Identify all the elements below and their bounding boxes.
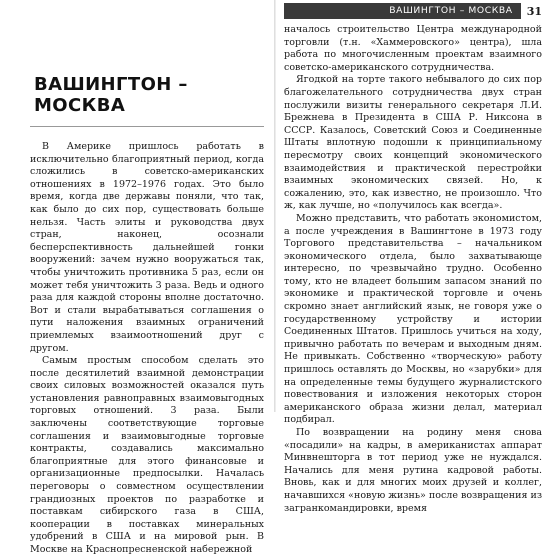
page-gutter (274, 0, 276, 412)
paragraph: началось строительство Центра международной торговли (т.н. «Хаммеровского» центра), шла работа по многочисленным проектам взаимного советско-американского сотрудничества. (284, 24, 542, 73)
page-number: 31 (526, 4, 542, 18)
paragraph: Ягодкой на торте такого небывалого до сих пор благожелательного сотрудничества двух стран послужили визиты генерального секретаря Л.И. Брежнева в Президента в США Р. Никсона в СССР. Казалось, Советский Союз и Соединенные Штаты вплотную подошли к принципиальному пересмотру своих концепций экономического взаимодействия и практической перестройки взаимных экономических связей. Но, к сожалению, это, как известно, не произошло. Что ж, как лучше, но «получилось как всегда». (284, 74, 542, 212)
paragraph: Можно представить, что работать экономистом, а после учреждения в Вашингтоне в 1973 году Торгового представительства – начальником экономического отдела, было захватывающе интересно, по чрезвычайно трудно. Особенно тому, кто не владеет большим запасом знаний по экономике и практической торговле и очень скромно знает английский язык, не говоря уже о государственному устройству и истории Соединенных Штатов. Пришлось учиться на ходу, привычно работать по вечерам и выходным дням. Не привыкать. Собственно «творческую» работу пришлось оставлять до Москвы, но «зарубки» для на определенные темы будущего журналистского повествования и изложения некоторых сторон американского образа жизни делал, материал подбирал. (284, 212, 542, 426)
running-header (284, 2, 542, 20)
chapter-title: ВАШИНГТОН – МОСКВА (34, 74, 188, 116)
running-header-title: ВАШИНГТОН – МОСКВА (284, 3, 521, 19)
chapter-divider (30, 126, 264, 127)
left-page (0, 0, 270, 555)
right-page-text (284, 24, 542, 515)
paragraph: По возвращении на родину меня снова «посадили» на кадры, в американистах аппарат Минвнешторга в тот период уже не нуждался. Начались для меня рутина кадровой работы. Вновь, как и для многих моих друзей и коллег, начавшихся «новую жизнь» после возвращения из загранкомандировки, время (284, 427, 542, 514)
paragraph: Самым простым способом сделать это после десятилетий взаимной демонстрации своих силовых возможностей оказался путь установления равноправных взаимовыгодных торговых отношений. 3 раза. Были заключены соответствующие торговые соглашения и взаимовыгодные торговые контракты, создавались максимально благоприятные для этого финансовые и организационные предпосылки. Началась переговоры о совместном осуществлении грандиозных проектов по разработке и поставкам сибирского газа в США, кооперации в поставках минеральных удобрений в США и на мировой рын. В Москве на Краснопресненской набережной (30, 355, 264, 555)
left-page-text (30, 141, 264, 557)
right-page (278, 0, 550, 514)
paragraph: В Америке пришлось работать в исключительно благоприятный период, когда сложились в советско-американских отношениях в 1972–1976 годах. Это было время, когда две державы поняли, что так, как было до сих пор, существовать больше нельзя. Часть элиты и руководства двух стран, наконец, осознали бесперспективность дальнейшей гонки вооружений: зачем нужно вооружаться так, чтобы уничтожить противника 5 раз, если он может тебя уничтожить 3 раза. Ведь и одного раза для каждой стороны вполне достаточно. Вот и стали вырабатываться соглашения о пути наложения взаимных ограничений приемлемых взаимоотношений друг с другом. (30, 141, 264, 354)
